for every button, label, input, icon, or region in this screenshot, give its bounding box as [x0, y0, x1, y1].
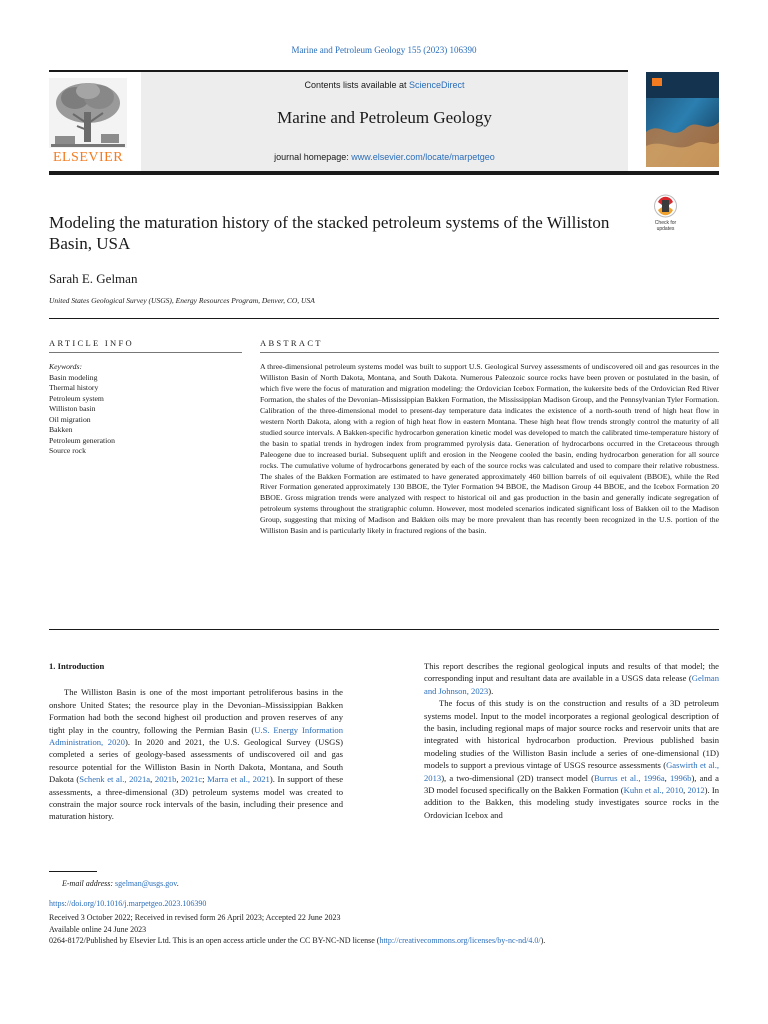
contents-prefix: Contents lists available at	[304, 80, 410, 90]
paragraph-text: This report describes the regional geological inputs and results of that model; the corresponding input and resultant data are available in a USGS data release (	[424, 661, 719, 684]
paragraph-text: ;	[202, 774, 208, 785]
abstract-body: A three-dimensional petroleum systems model was built to support U.S. Geological Survey assessments of undiscovered oil and gas resources in the Williston Basin of North Dakota, Montana, and South Dakota. Numerous Paleozoic source rocks have been proven or postulated in the basin, of which five were the focus of maturation and migration modeling: the Ordovician Icebox Formation, the kukersite beds of the Ordovician Red River Formation, the shales of the Devonian–Mississippian Bakken Formation, the Mississippian Madison Group, and the Pennsylvanian Tyler Formation. Calibration of the three-dimensional model to present-day temperature data indicates the existence of a north-south trend of high heat flow in western North Dakota, along with a region of high heat flow in eastern Montana. These high heat flow trends strongly control the maturity of all studied source intervals. A Bakken-specific hydrocarbon generation kinetic model was developed to match the calibrated time-temperature history of the basin to spatial trends in hydrogen index from programmed pyrolysis data. Generation of hydrocarbons occurred in the Cretaceous through Paleogene due to increased burial. Subsequent uplift and erosion in the Neogene cooled the basin, ending hydrocarbon generation for all source rocks. The cumulative volume of hydrocarbons generated by each of the source rocks was calculated and used to compare their relative robustness. The shales of the Bakken Formation are estimated to have generated approximately 460 billion barrels of oil equivalent (BBOE), while the Red River Formation generated approximately 130 BBOE, the Tyler Formation 94 BBOE, the Madison Group 44 BBOE, and the Icebox Formation 20 BBOE. Gross migration trends were analyzed with respect to historical oil and gas production in the basin and generally indicate segregation of petroleum systems throughout the stratigraphic column. However, most modeled scenarios indicated significant loss of Bakken oil to the Madison Group, suggesting that mixing of Madison and Bakken oils may be more prevalent than has recently been recognized in the U.S. portion of the Williston Basin and is particularly likely in fractured regions of the basin.	[260, 362, 719, 536]
journal-homepage	[141, 152, 628, 162]
homepage-prefix: journal homepage:	[274, 152, 352, 162]
paragraph-text: ,	[664, 772, 670, 783]
abstract-heading: ABSTRACT	[260, 338, 323, 348]
license-link[interactable]: http://creativecommons.org/licenses/by-nc-nd/4.0/	[379, 936, 541, 945]
keyword-item: Oil migration	[49, 414, 91, 424]
citation-link[interactable]: Gelman and Johnson, 2023	[424, 673, 719, 696]
journal-title: Marine and Petroleum Geology	[277, 108, 492, 127]
doi-link[interactable]: https://doi.org/10.1016/j.marpetgeo.2023.106390	[49, 899, 207, 908]
crossmark-label-2: updates	[656, 226, 675, 231]
citation-link[interactable]: 2012	[687, 785, 705, 796]
paragraph-text: ,	[683, 785, 688, 796]
paragraph-text: ). In addition to the Bakken, this modeling study investigates source rocks in the Ordovician Icebox and	[424, 785, 720, 820]
body-left-column	[49, 660, 343, 823]
paragraph-text: ). In support of these assessments, a three-dimensional (3D) petroleum systems model was created to constrain the major source rock intervals of the basin, including their presence and maturation history.	[49, 774, 344, 822]
citation-link[interactable]: Burrus et al., 1996a	[594, 772, 665, 783]
citation-link[interactable]: Schenk et al., 2021a	[79, 774, 151, 785]
footnote-rule	[49, 871, 97, 872]
keyword-item: Basin modeling	[49, 372, 98, 382]
keyword-item: Petroleum system	[49, 393, 104, 403]
homepage-link[interactable]: www.elsevier.com/locate/marpetgeo	[351, 152, 495, 162]
journal-reference-link[interactable]: Marine and Petroleum Geology 155 (2023) 106390	[291, 45, 477, 55]
author-name: Sarah E. Gelman	[49, 271, 138, 286]
article-title: Modeling the maturation history of the stacked petroleum systems of the Williston Basin, USA	[49, 213, 610, 253]
citation-link[interactable]: 2021b	[154, 774, 177, 785]
available-online-date: Available online 24 June 2023	[49, 925, 147, 934]
paragraph-text: ), a two-dimensional (2D) transect model (	[441, 772, 595, 783]
citation-link[interactable]: Marra et al., 2021	[207, 774, 270, 785]
citation-link[interactable]: Gaswirth et al., 2013	[424, 760, 719, 783]
intro-paragraph-2	[424, 660, 719, 697]
keywords-label: Keywords:	[49, 362, 83, 371]
email-suffix: .	[176, 879, 179, 888]
journal-reference	[0, 45, 768, 55]
keyword-item: Petroleum generation	[49, 435, 115, 445]
paragraph-text: ), and a 3D model focused specifically on the Bakken Formation (	[424, 772, 719, 796]
check-for-updates-icon[interactable]	[648, 193, 683, 231]
keyword-item: Williston basin	[49, 404, 96, 413]
license-statement	[49, 936, 545, 945]
received-dates: Received 3 October 2022; Received in revised form 26 April 2023; Accepted 22 June 2023	[49, 913, 341, 922]
paragraph-text: ,	[176, 774, 182, 785]
introduction-heading: 1. Introduction	[49, 661, 105, 671]
citation-link[interactable]: Kuhn et al., 2010	[623, 785, 684, 796]
license-prefix: 0264-8172/Published by Elsevier Ltd. This is an open access article under the CC BY-NC-ND license (	[49, 936, 380, 945]
paragraph-text: ). In 2020 and 2021, the U.S. Geological Survey (USGS) completed a series of geology-based assessments of undiscovered oil and gas resource potential for the Williston Basin in North Dakota, Montana, and South Dakota (	[49, 737, 343, 785]
email-label: E-mail address:	[62, 879, 116, 888]
article-info-rule	[49, 352, 242, 353]
header-bottom-rule	[49, 171, 719, 175]
article-info-heading: ARTICLE INFO	[49, 338, 134, 348]
author-affiliation: United States Geological Survey (USGS), Energy Resources Program, Denver, CO, USA	[49, 296, 315, 305]
email-footnote	[62, 879, 179, 888]
title-divider	[49, 318, 719, 319]
email-link[interactable]: sgelman@usgs.gov	[115, 879, 177, 888]
crossmark-label-1: Check for	[654, 220, 677, 226]
license-suffix: ).	[540, 936, 546, 945]
abstract-divider	[49, 629, 719, 630]
paragraph-text: The focus of this study is on the construction and results of a 3D petroleum systems model. Input to the model incorporates a regional geological description of the basin, including regional maps of major source rocks and reservoir units that are integrated with historical hydrocarbon production. Previous published basin modeling studies of the Williston Basin include a series of one-dimensional (1D) models to support a previous vintage of USGS resource assessments (	[424, 698, 719, 771]
citation-link[interactable]: 2021c	[181, 774, 203, 785]
elsevier-wordmark: ELSEVIER	[52, 150, 124, 165]
doi	[49, 899, 206, 908]
body-right-column	[424, 660, 719, 821]
citation-link[interactable]: U.S. Energy Information Administration, 2020	[49, 724, 344, 748]
journal-cover-image[interactable]	[646, 72, 719, 167]
keyword-item: Source rock	[49, 446, 86, 455]
keyword-item: Bakken	[49, 425, 73, 434]
contents-availability	[141, 80, 628, 90]
keyword-item: Thermal history	[49, 383, 99, 392]
keywords-list	[49, 362, 239, 457]
intro-paragraph-3	[424, 697, 719, 821]
abstract-rule	[260, 352, 719, 353]
intro-paragraph-1	[49, 686, 343, 822]
citation-link[interactable]: 1996b	[669, 772, 692, 783]
paragraph-text: ,	[150, 774, 155, 785]
paragraph-text: ).	[488, 685, 494, 696]
sciencedirect-link[interactable]: ScienceDirect	[409, 80, 465, 90]
paragraph-text: The Williston Basin is one of the most important petroliferous basins in the onshore United States; the resource play in the Devonian–Mississippian Bakken Formation had both the second highest oil production and proven reserves of any tight play in the country, following the Permian Basin (	[49, 687, 343, 735]
